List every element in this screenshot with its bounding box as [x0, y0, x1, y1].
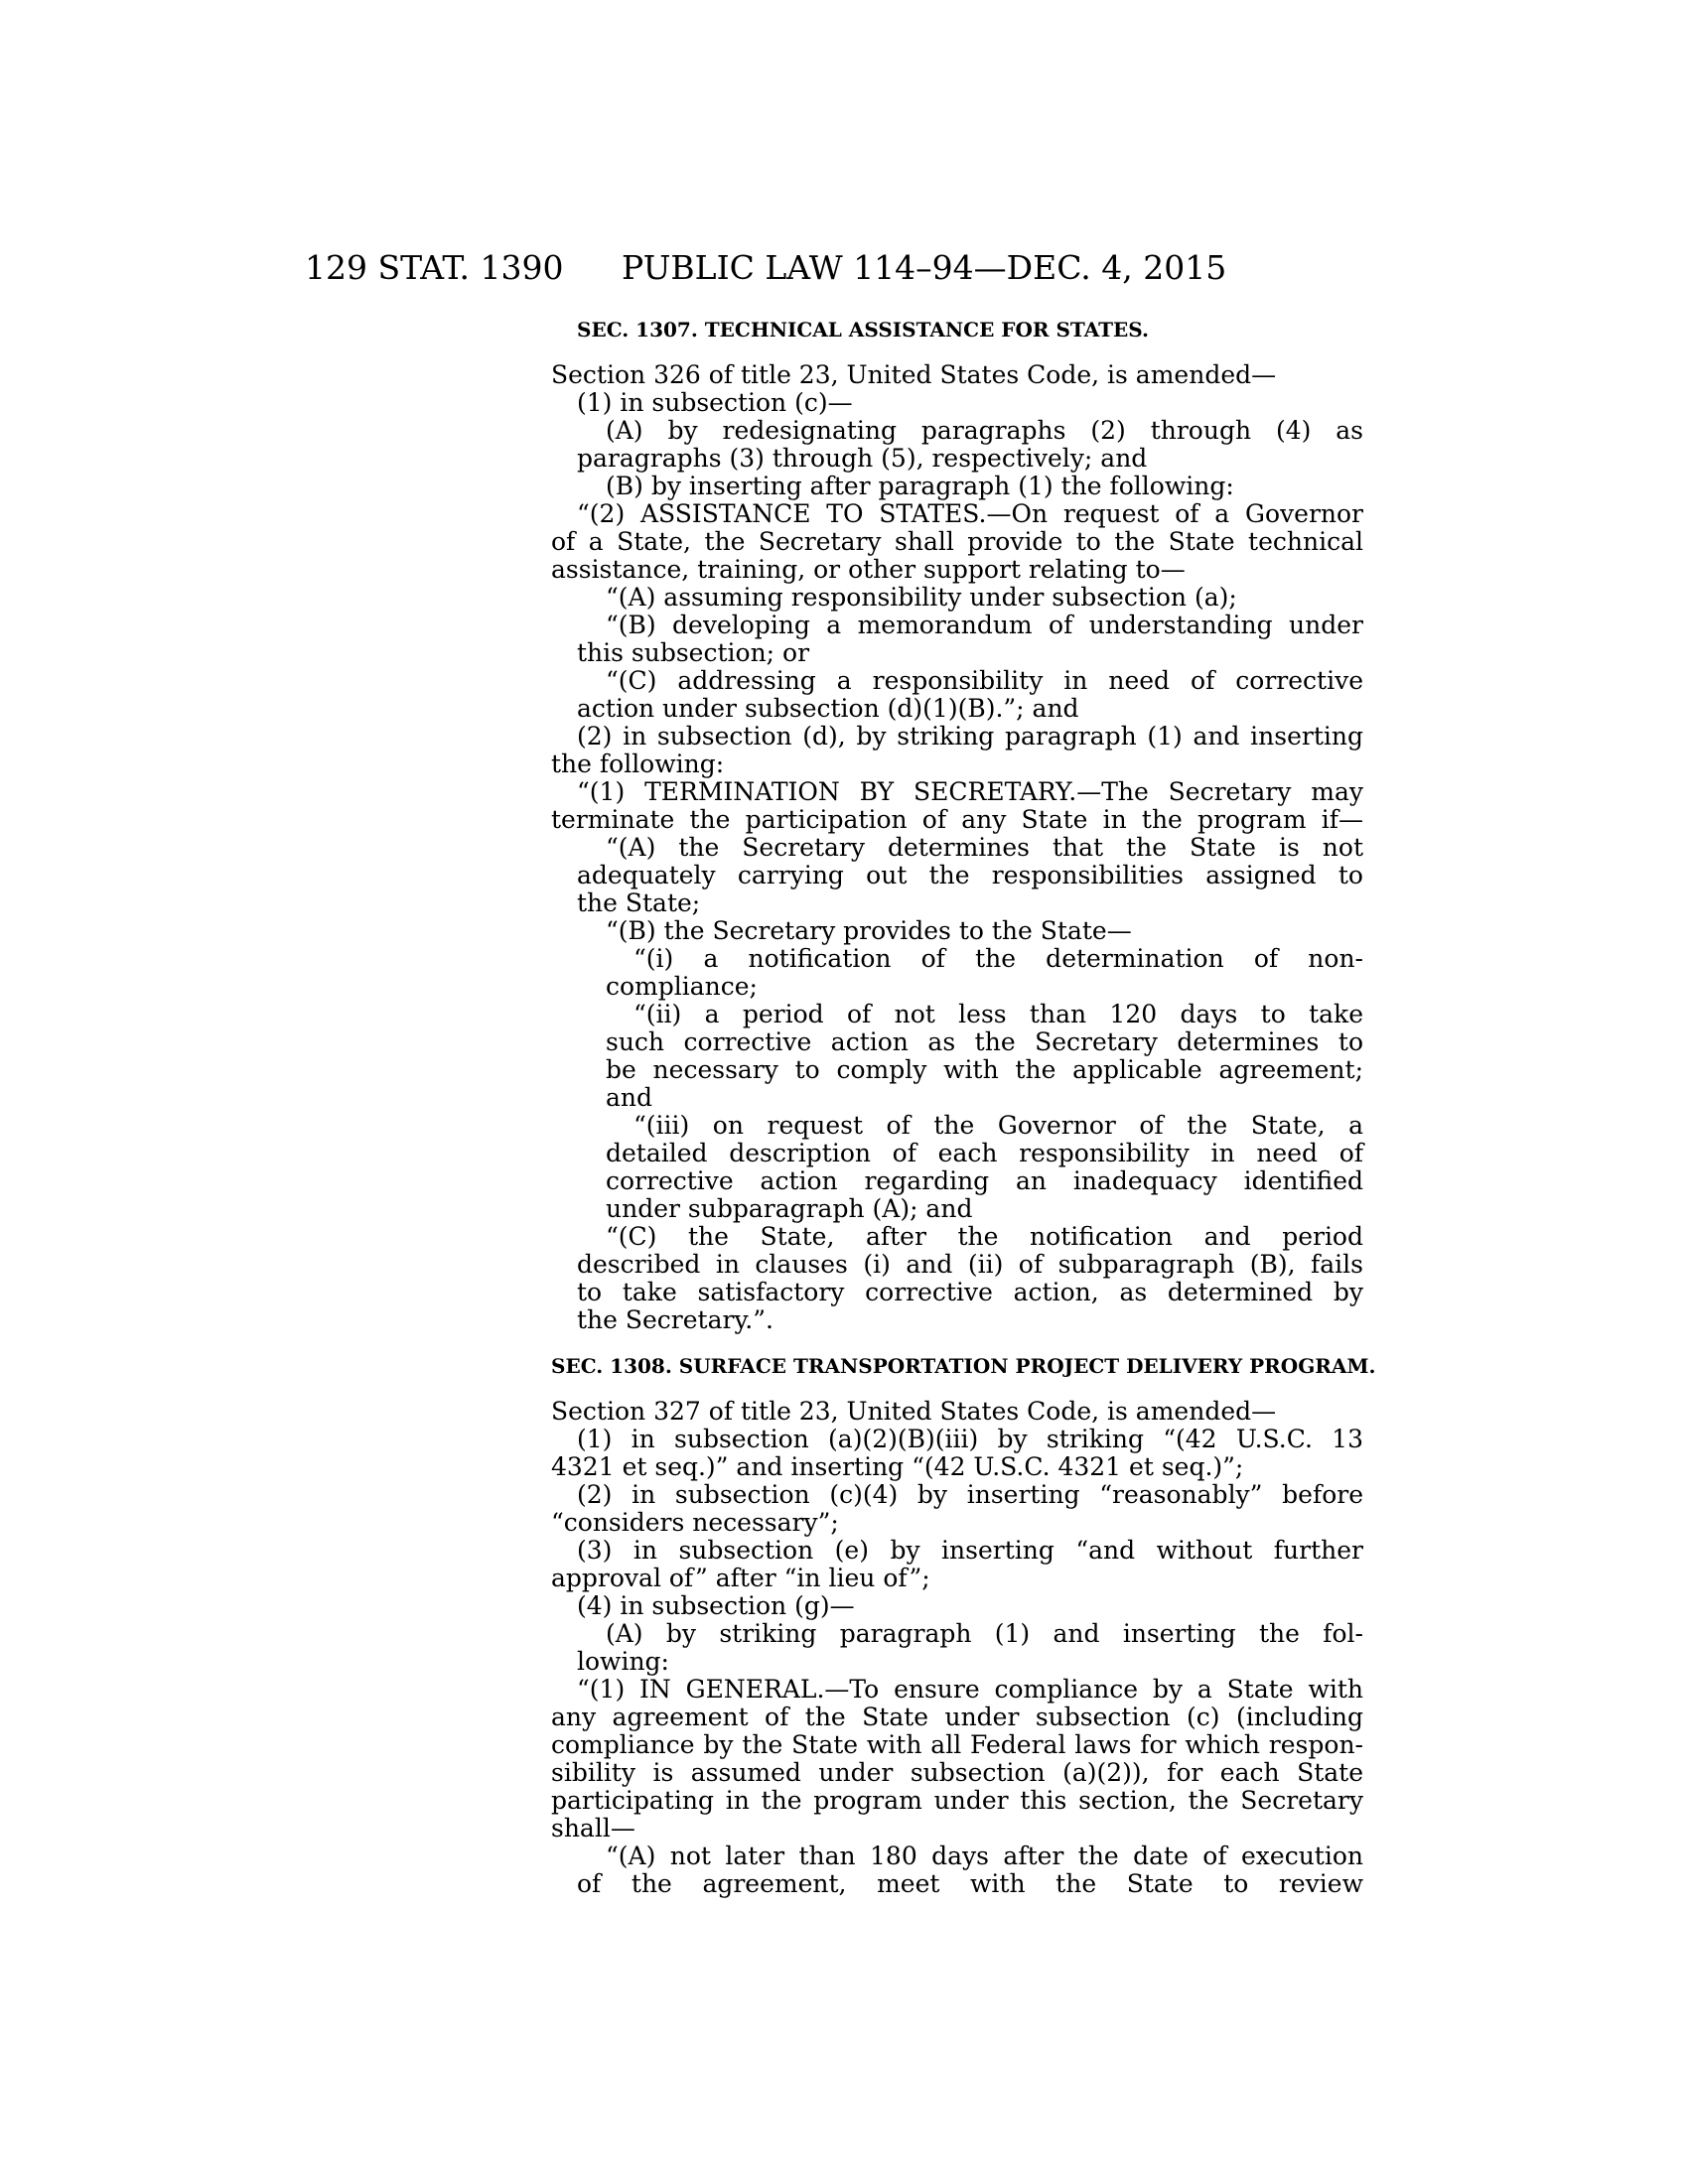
- text-line: “(ii) a period of not less than 120 days to take: [633, 1000, 1363, 1028]
- text-line: Section 327 of title 23, United States Code, is amended—: [551, 1397, 1277, 1426]
- text-line: participating in the program under this section, the Secretary: [551, 1786, 1363, 1815]
- text-line: “(iii) on request of the Governor of the State, a: [633, 1111, 1363, 1140]
- text-line: compliance;: [606, 972, 758, 1001]
- paragraph-spacer: [551, 343, 1363, 361]
- text-line: and: [606, 1083, 653, 1112]
- text-line: detailed description of each responsibility in need of: [606, 1139, 1363, 1167]
- text-line: approval of” after “in lieu of”;: [551, 1564, 930, 1592]
- section-heading: SEC. 1307. TECHNICAL ASSISTANCE FOR STATES.: [577, 318, 1149, 341]
- paragraph-spacer: [551, 1380, 1363, 1398]
- text-line: lowing:: [577, 1647, 669, 1676]
- text-line: paragraphs (3) through (5), respectively; and: [577, 444, 1148, 473]
- text-line: corrective action regarding an inadequacy identified: [606, 1166, 1363, 1195]
- text-line: (A) by striking paragraph (1) and inserting the fol-: [606, 1619, 1363, 1648]
- text-line: (B) by inserting after paragraph (1) the following:: [606, 472, 1234, 500]
- text-line: “(C) the State, after the notification and period: [606, 1222, 1363, 1251]
- text-line: any agreement of the State under subsection (c) (including: [551, 1703, 1363, 1731]
- text-line: such corrective action as the Secretary determines to: [606, 1027, 1363, 1056]
- text-line: described in clauses (i) and (ii) of subparagraph (B), fails: [577, 1250, 1363, 1279]
- text-line: (4) in subsection (g)—: [577, 1591, 855, 1620]
- text-line: (A) by redesignating paragraphs (2) through (4) as: [606, 416, 1363, 445]
- text-line: “(B) developing a memorandum of understanding under: [606, 611, 1363, 639]
- stat-page-reference: 129 STAT. 1390: [305, 248, 564, 287]
- text-line: under subparagraph (A); and: [606, 1194, 973, 1223]
- text-line: (1) in subsection (c)—: [577, 388, 853, 417]
- text-line: sibility is assumed under subsection (a)(2)), for each State: [551, 1758, 1363, 1787]
- section-heading: SEC. 1308. SURFACE TRANSPORTATION PROJECT DELIVERY PROGRAM.: [551, 1354, 1376, 1378]
- text-line: action under subsection (d)(1)(B).”; and: [577, 694, 1079, 723]
- text-line: Section 326 of title 23, United States Code, is amended—: [551, 360, 1277, 389]
- text-line: (2) in subsection (d), by striking paragraph (1) and inserting: [577, 722, 1363, 751]
- text-line: assistance, training, or other support relating to—: [551, 555, 1186, 584]
- text-line: (2) in subsection (c)(4) by inserting “reasonably” before: [577, 1480, 1363, 1509]
- text-line: compliance by the State with all Federal laws for which respon-: [551, 1730, 1363, 1759]
- text-line: shall—: [551, 1814, 635, 1843]
- paragraph-spacer: [551, 1334, 1363, 1352]
- text-line: (3) in subsection (e) by inserting “and without further: [577, 1536, 1363, 1565]
- text-line: (1) in subsection (a)(2)(B)(iii) by striking “(42 U.S.C. 13: [577, 1425, 1363, 1453]
- text-line: “(1) TERMINATION BY SECRETARY.—The Secretary may: [577, 777, 1363, 806]
- text-line: “(C) addressing a responsibility in need of corrective: [606, 666, 1363, 695]
- text-line: “(2) ASSISTANCE TO STATES.—On request of a Governor: [577, 499, 1363, 528]
- text-line: of a State, the Secretary shall provide to the State technical: [551, 527, 1363, 556]
- text-line: “(A) not later than 180 days after the date of execution: [606, 1842, 1363, 1870]
- text-line: “(1) IN GENERAL.—To ensure compliance by a State with: [577, 1675, 1363, 1704]
- text-line: “(A) the Secretary determines that the State is not: [606, 833, 1363, 862]
- text-line: 4321 et seq.)” and inserting “(42 U.S.C. 4321 et seq.)”;: [551, 1452, 1244, 1481]
- text-line: “(A) assuming responsibility under subsection (a);: [606, 583, 1237, 612]
- text-line: the Secretary.”.: [577, 1305, 774, 1334]
- text-line: the State;: [577, 888, 701, 917]
- text-line: “considers necessary”;: [551, 1508, 839, 1537]
- text-line: to take satisfactory corrective action, as determined by: [577, 1278, 1363, 1306]
- running-header-title: PUBLIC LAW 114–94—DEC. 4, 2015: [622, 248, 1227, 287]
- text-line: “(B) the Secretary provides to the State—: [606, 916, 1132, 945]
- text-line: “(i) a notification of the determination of non-: [633, 944, 1363, 973]
- text-line: of the agreement, meet with the State to review: [577, 1869, 1363, 1898]
- text-line: be necessary to comply with the applicable agreement;: [606, 1055, 1363, 1084]
- text-line: terminate the participation of any State in the program if—: [551, 805, 1363, 834]
- text-line: this subsection; or: [577, 638, 810, 667]
- text-line: adequately carrying out the responsibilities assigned to: [577, 861, 1363, 889]
- document-body: [551, 316, 1376, 1898]
- text-line: the following:: [551, 750, 725, 778]
